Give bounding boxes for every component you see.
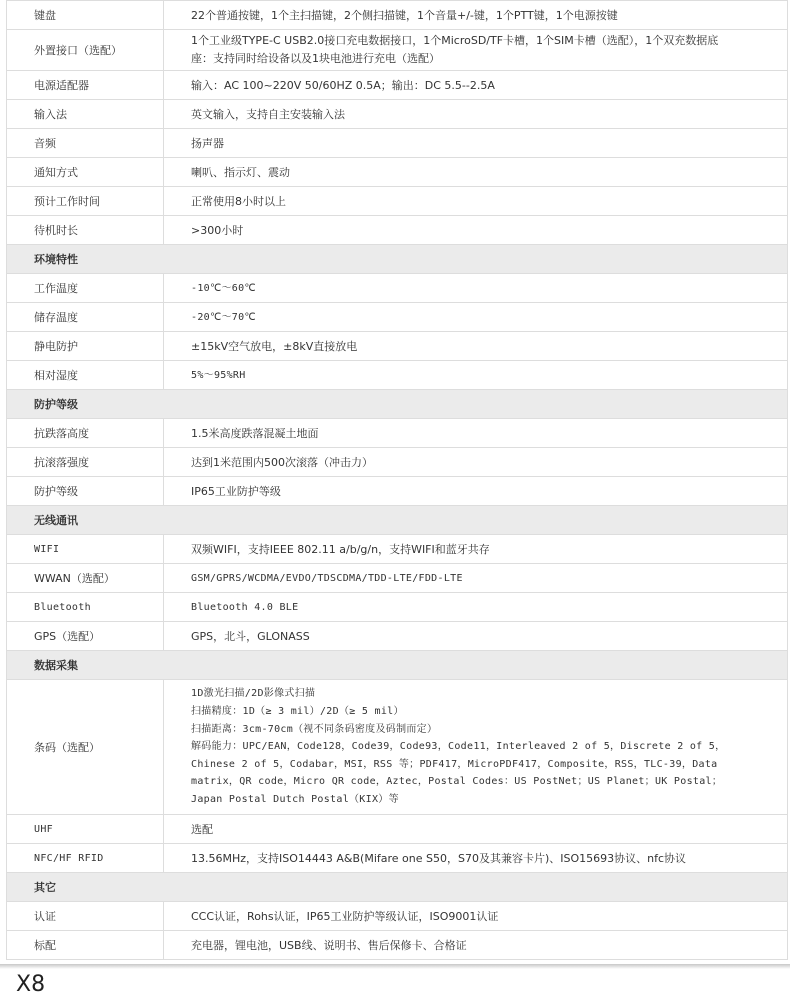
- spec-label: Bluetooth: [7, 593, 164, 622]
- section-title: 其它: [7, 873, 788, 902]
- section-header-environment: [7, 245, 788, 274]
- table-row: [7, 274, 788, 303]
- table-row: [7, 100, 788, 129]
- spec-value-line: Japan Postal Dutch Postal（KIX）等: [191, 793, 399, 805]
- spec-label: 音频: [7, 129, 164, 158]
- spec-value-line: 1个工业级TYPE-C USB2.0接口充电数据接口，1个MicroSD/TF卡槽，1个SIM卡槽（选配），1个双充数据底: [191, 34, 719, 48]
- spec-value: 5%～95%RH: [164, 361, 788, 390]
- spec-value: 双频WIFI，支持IEEE 802.11 a/b/g/n，支持WIFI和蓝牙共存: [164, 535, 788, 564]
- table-row: [7, 815, 788, 844]
- spec-value: [164, 30, 788, 71]
- table-row: [7, 902, 788, 931]
- spec-value-line: 扫描距离：3cm-70cm（视不同条码密度及码制而定）: [191, 723, 438, 735]
- section-title: 无线通讯: [7, 506, 788, 535]
- spec-label: 认证: [7, 902, 164, 931]
- section-title: 环境特性: [7, 245, 788, 274]
- spec-value-line: 扫描精度：1D（≥ 3 mil）/2D（≥ 5 mil）: [191, 706, 404, 718]
- table-row: [7, 303, 788, 332]
- spec-value: GPS，北斗，GLONASS: [164, 622, 788, 651]
- spec-label: 储存温度: [7, 303, 164, 332]
- spec-value: IP65工业防护等级: [164, 477, 788, 506]
- spec-value: 22个普通按键，1个主扫描键，2个侧扫描键，1个音量+/-键，1个PTT键，1个电源按键: [164, 1, 788, 30]
- spec-label: NFC/HF RFID: [7, 844, 164, 873]
- table-row: [7, 593, 788, 622]
- spec-value: >300小时: [164, 216, 788, 245]
- table-row: [7, 1, 788, 30]
- spec-value: 达到1米范围内500次滚落（冲击力）: [164, 448, 788, 477]
- spec-label: 相对湿度: [7, 361, 164, 390]
- spec-label: UHF: [7, 815, 164, 844]
- spec-label: 外置接口（选配）: [7, 30, 164, 71]
- section-header-protection: [7, 390, 788, 419]
- spec-label: 待机时长: [7, 216, 164, 245]
- spec-value: Bluetooth 4.0 BLE: [164, 593, 788, 622]
- table-row: [7, 361, 788, 390]
- section-header-other: [7, 873, 788, 902]
- table-row: [7, 216, 788, 245]
- section-title: 数据采集: [7, 651, 788, 680]
- table-row: [7, 477, 788, 506]
- spec-value: 1.5米高度跌落混凝土地面: [164, 419, 788, 448]
- spec-value: -10℃～60℃: [164, 274, 788, 303]
- section-title: 防护等级: [7, 390, 788, 419]
- spec-value-line: 解码能力：UPC/EAN，Code128，Code39，Code93，Code11，Interleaved 2 of 5，Discrete 2 of 5，: [191, 741, 726, 753]
- spec-label: 通知方式: [7, 158, 164, 187]
- section-header-wireless: [7, 506, 788, 535]
- spec-value: 充电器，锂电池，USB线、说明书、售后保修卡、合格证: [164, 931, 788, 960]
- spec-value-line: matrix，QR code，Micro QR code，Aztec，Postal Codes：US PostNet；US Planet；UK Postal；: [191, 776, 723, 788]
- spec-value: 输入：AC 100~220V 50/60HZ 0.5A；输出：DC 5.5--2.5A: [164, 71, 788, 100]
- spec-label: 静电防护: [7, 332, 164, 361]
- table-row: [7, 844, 788, 873]
- section-divider: [0, 964, 790, 969]
- spec-value: 英文输入，支持自主安装输入法: [164, 100, 788, 129]
- spec-label: 抗跌落高度: [7, 419, 164, 448]
- spec-label: 预计工作时间: [7, 187, 164, 216]
- table-row: [7, 129, 788, 158]
- spec-value-line: Chinese 2 of 5，Codabar，MSI，RSS 等；PDF417，MicroPDF417，Composite，RSS，TLC-39，Data: [191, 758, 718, 770]
- spec-label: WWAN（选配）: [7, 564, 164, 593]
- spec-value: ±15kV空气放电，±8kV直接放电: [164, 332, 788, 361]
- table-row: [7, 158, 788, 187]
- spec-value: -20℃～70℃: [164, 303, 788, 332]
- spec-label: 键盘: [7, 1, 164, 30]
- table-row: [7, 564, 788, 593]
- spec-label: 条码（选配）: [7, 680, 164, 815]
- spec-label: 输入法: [7, 100, 164, 129]
- table-row: [7, 931, 788, 960]
- spec-label: GPS（选配）: [7, 622, 164, 651]
- spec-value: 13.56MHz，支持ISO14443 A&B(Mifare one S50，S70及其兼容卡片)、ISO15693协议、nfc协议: [164, 844, 788, 873]
- spec-value-line: 1D激光扫描/2D影像式扫描: [191, 688, 316, 700]
- table-row: [7, 535, 788, 564]
- spec-label: 抗滚落强度: [7, 448, 164, 477]
- table-row: [7, 187, 788, 216]
- spec-label: WIFI: [7, 535, 164, 564]
- table-row: [7, 30, 788, 71]
- spec-value: 喇叭、指示灯、震动: [164, 158, 788, 187]
- section-header-data-capture: [7, 651, 788, 680]
- spec-value: GSM/GPRS/WCDMA/EVDO/TDSCDMA/TDD-LTE/FDD-LTE: [164, 564, 788, 593]
- table-row: [7, 419, 788, 448]
- spec-value-line: 座：支持同时给设备以及1块电池进行充电（选配）: [191, 52, 440, 65]
- table-row: [7, 332, 788, 361]
- spec-value: 选配: [164, 815, 788, 844]
- spec-value: [164, 680, 788, 815]
- spec-value: 正常使用8小时以上: [164, 187, 788, 216]
- table-row: [7, 448, 788, 477]
- spec-value: CCC认证，Rohs认证，IP65工业防护等级认证，ISO9001认证: [164, 902, 788, 931]
- spec-label: 标配: [7, 931, 164, 960]
- table-row: [7, 71, 788, 100]
- product-title: X8: [16, 972, 46, 997]
- spec-label: 电源适配器: [7, 71, 164, 100]
- spec-label: 防护等级: [7, 477, 164, 506]
- spec-label: 工作温度: [7, 274, 164, 303]
- table-row: [7, 622, 788, 651]
- table-row: [7, 680, 788, 815]
- spec-value: 扬声器: [164, 129, 788, 158]
- spec-table: [6, 0, 788, 960]
